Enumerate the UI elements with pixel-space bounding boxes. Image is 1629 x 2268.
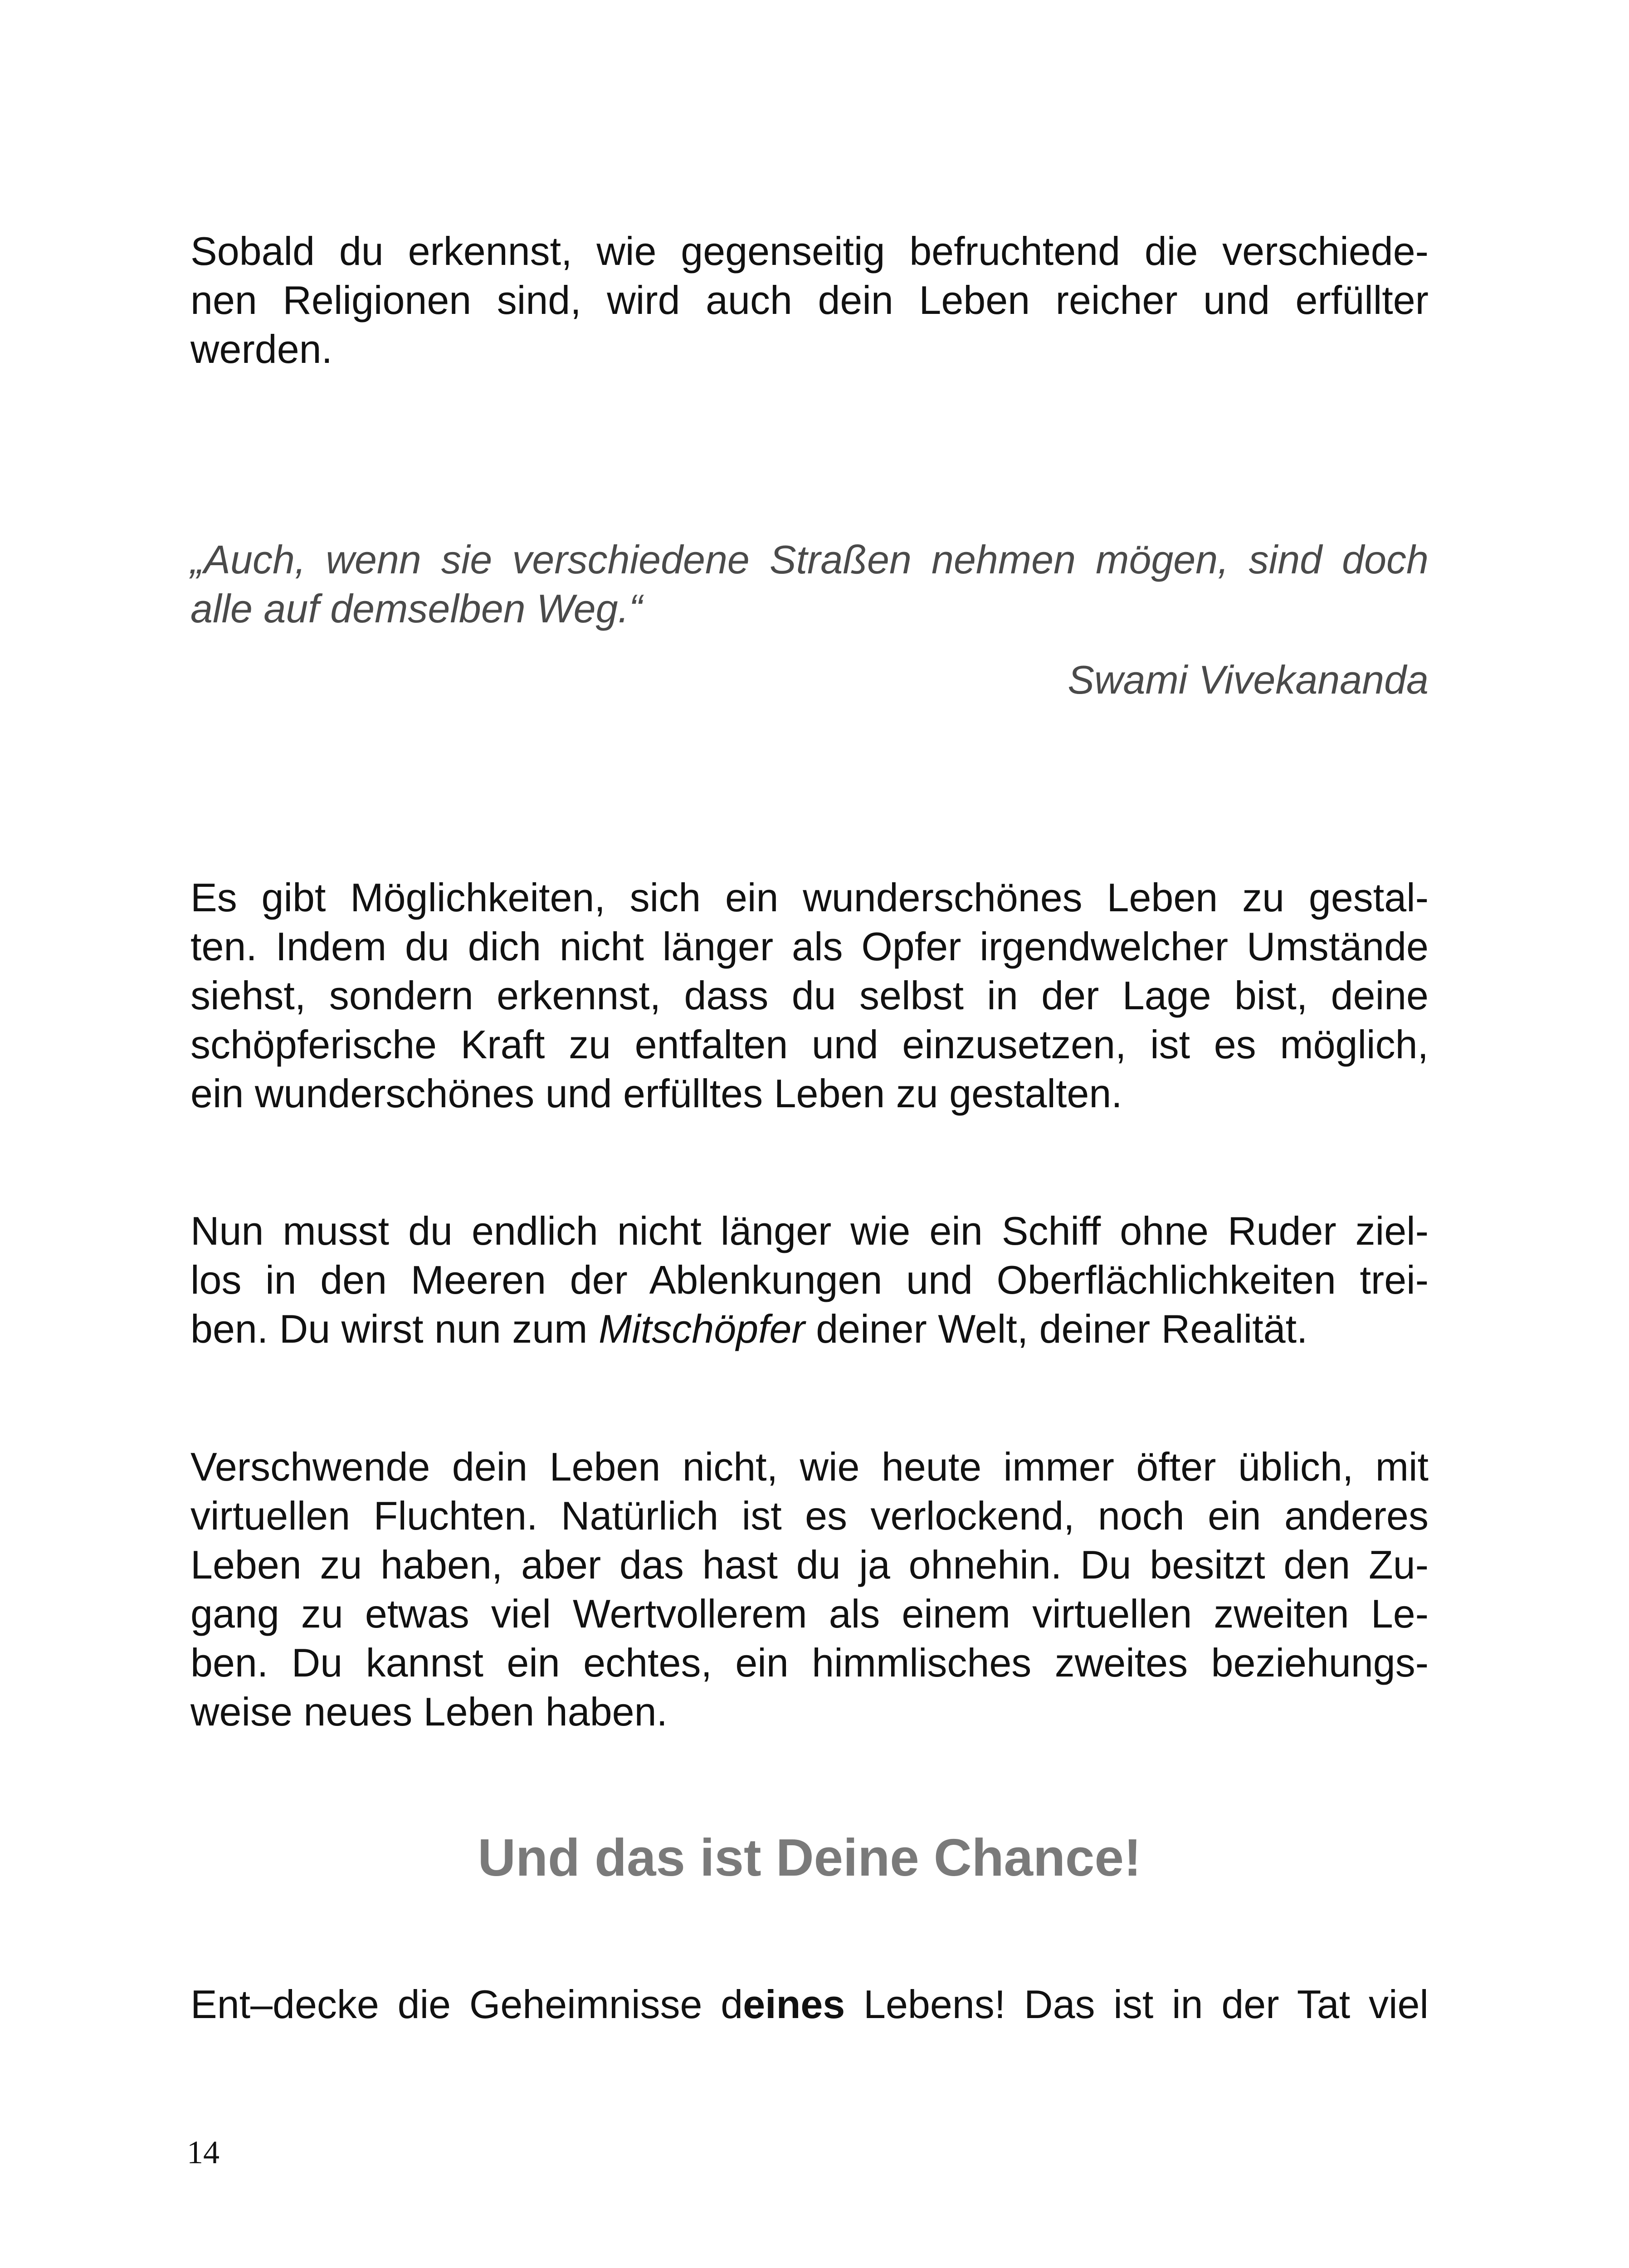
text-segment: Lebens! Das ist in der Tat viel (845, 1982, 1429, 2027)
text-line: ten. Indem du dich nicht länger als Opfer irgendwelcher Umstände (190, 924, 1429, 969)
text-line: ben. Du kannst ein echtes, ein himmlisches zweites beziehungs- (190, 1640, 1429, 1685)
text-line (190, 1305, 1429, 1354)
text-line: weise neues Leben haben. (190, 1689, 668, 1734)
text-line: Sobald du erkennst, wie gegenseitig befruchtend die verschiede- (190, 229, 1429, 274)
text-line: nen Religionen sind, wird auch dein Leben reicher und erfüllter (190, 278, 1429, 323)
text-line: ein wunderschönes und erfülltes Leben zu gestalten. (190, 1071, 1122, 1116)
paragraph-virtual (190, 1442, 1429, 1736)
quote-block (190, 535, 1429, 633)
bold-eines: eines (743, 1982, 845, 2027)
text-line: Verschwende dein Leben nicht, wie heute immer öfter üblich, mit (190, 1444, 1429, 1489)
page-number: 14 (187, 2134, 219, 2170)
text-line: Nun musst du endlich nicht länger wie ein Schiff ohne Ruder ziel- (190, 1208, 1429, 1253)
paragraph-discover (190, 1980, 1429, 2029)
quote-author: Swami Vivekananda (1068, 657, 1429, 702)
paragraph-ship (190, 1207, 1429, 1354)
text-line (190, 1980, 1429, 2029)
text-segment: deiner Welt, deiner Realität. (805, 1306, 1308, 1351)
text-line: los in den Meeren der Ablenkungen und Oberflächlichkeiten trei- (190, 1257, 1429, 1302)
text-line: werden. (190, 327, 333, 371)
paragraph-possibilities (190, 873, 1429, 1118)
text-segment: Ent–decke die Geheimnisse d (190, 1982, 743, 2027)
text-segment: ben. Du wirst nun zum (190, 1306, 599, 1351)
text-line: Leben zu haben, aber das hast du ja ohnehin. Du besitzt den Zu- (190, 1542, 1429, 1587)
text-line: Es gibt Möglichkeiten, sich ein wunderschönes Leben zu gestal- (190, 875, 1429, 920)
quote-line: alle auf demselben Weg.“ (190, 586, 643, 631)
text-line: schöpferische Kraft zu entfalten und einzusetzen, ist es möglich, (190, 1022, 1429, 1067)
text-line: virtuellen Fluchten. Natürlich ist es verlockend, noch ein anderes (190, 1493, 1429, 1538)
text-line: siehst, sondern erkennst, dass du selbst in der Lage bist, deine (190, 973, 1429, 1018)
quote-line: „Auch, wenn sie verschiedene Straßen nehmen mögen, sind doch (190, 537, 1429, 582)
paragraph-religions (190, 227, 1429, 374)
chapter-heading: Und das ist Deine Chance! (478, 1828, 1141, 1887)
emphasis-mitschoepfer: Mitschöpfer (598, 1306, 805, 1351)
text-line: gang zu etwas viel Wertvollerem als einem virtuellen zweiten Le- (190, 1591, 1429, 1636)
